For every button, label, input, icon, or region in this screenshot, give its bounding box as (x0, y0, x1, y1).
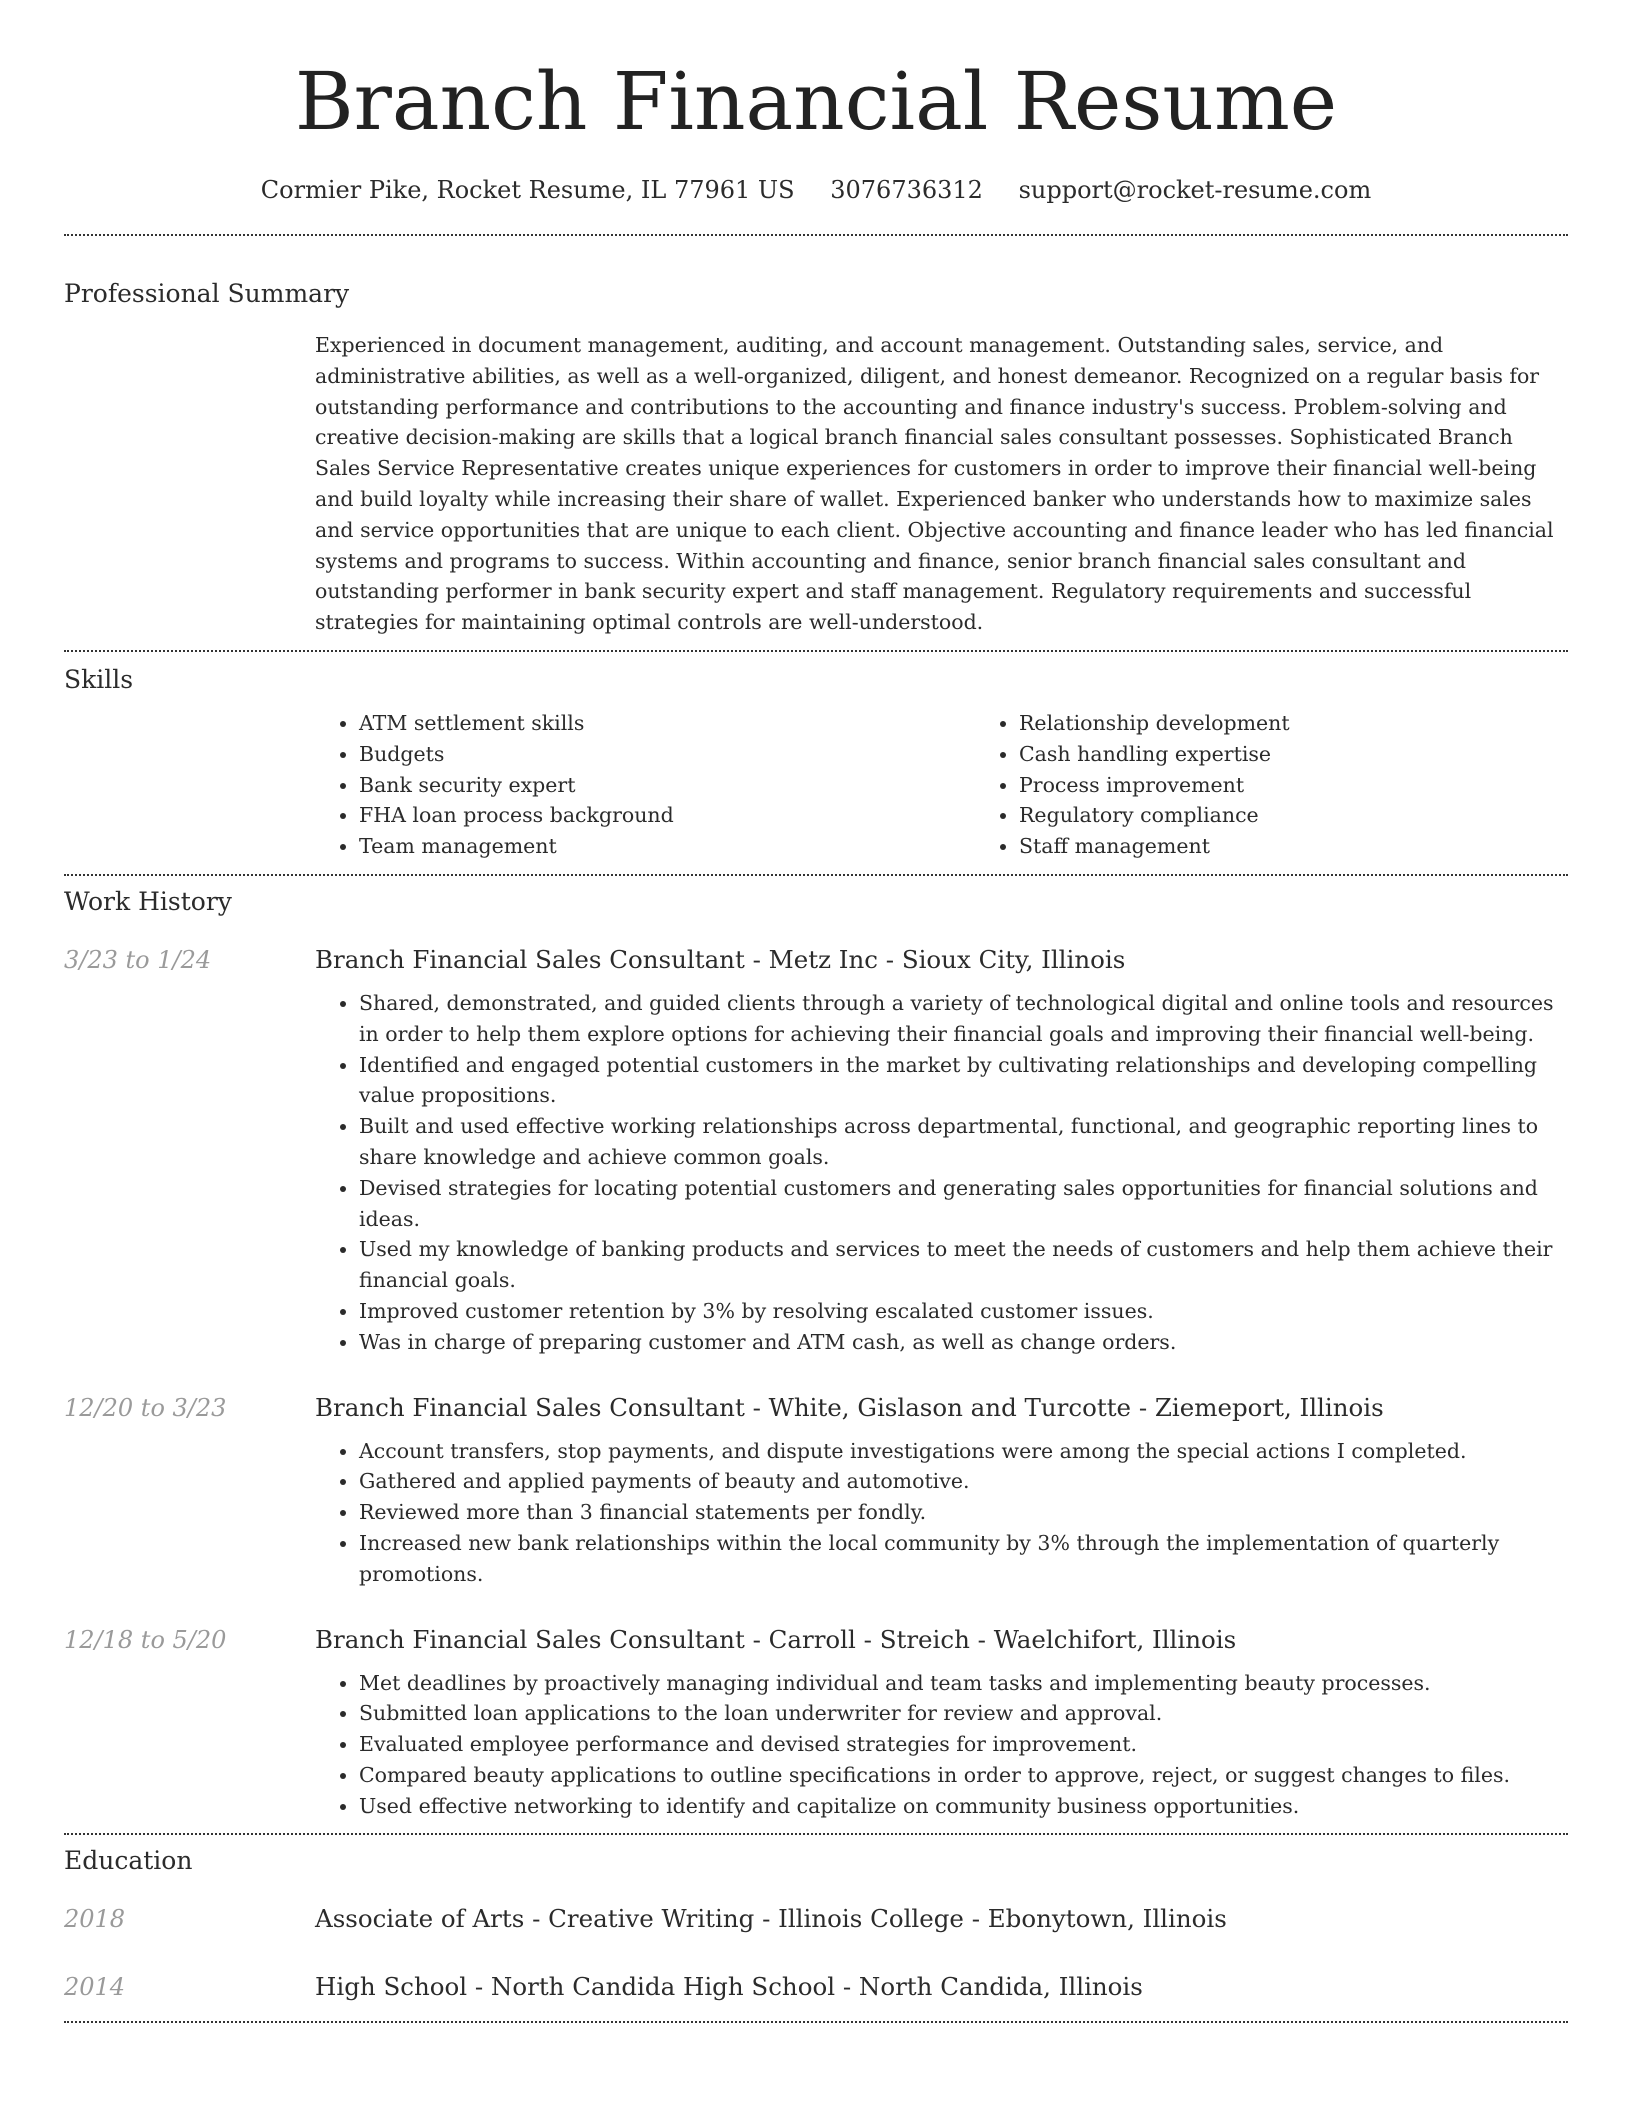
summary-text: Experienced in document management, auditing, and account management. Outstanding sales, service, and administrative abilities, as well as a well-organized, diligent, and honest demeanor. Recognized on a regular basis for outstanding performance and contributions to the accounting and finance industry's success. Problem-solving and creative decision-making are skills that a logical branch financial sales consultant possesses. Sophisticated Branch Sales Service Representative creates unique experiences for customers in order to improve their financial well-being and build loyalty while increasing their share of wallet. Experienced banker who understands how to maximize sales and service opportunities that are unique to each client. Objective accounting and finance leader who has led financial systems and programs to success. Within accounting and finance, senior branch financial sales consultant and outstanding performer in bank security expert and staff management. Regulatory requirements and successful strategies for maintaining optimal controls are well-understood. (315, 333, 1554, 635)
job-bullet: • Shared, demonstrated, and guided clients through a variety of technological digital and online tools and resources in order to help them explore options for achieving their financial goals and improving their financial well-being. (359, 988, 1568, 1050)
skills-heading: Skills (64, 664, 134, 694)
job-bullet: • Reviewed more than 3 financial statements per fondly. (359, 1497, 1568, 1528)
job-entry (64, 1624, 1568, 1822)
skills-list (315, 708, 1632, 862)
job-entry (64, 1392, 1568, 1590)
summary-heading: Professional Summary (64, 279, 350, 308)
job-bullet: • Gathered and applied payments of beauty and automotive. (359, 1466, 1568, 1497)
divider (64, 1833, 1568, 1835)
job-dates: 12/18 to 5/20 (64, 1625, 227, 1654)
job-bullet: • Submitted loan applications to the loan underwriter for review and approval. (359, 1698, 1568, 1729)
work-heading: Work History (64, 886, 232, 916)
divider (64, 874, 1568, 876)
job-bullets (315, 1668, 1568, 1822)
education-heading: Education (64, 1846, 193, 1876)
job-bullet: • Built and used effective working relationships across departmental, functional, and geographic reporting lines to share knowledge and achieve common goals. (359, 1111, 1568, 1173)
job-title: Branch Financial Sales Consultant - Carroll - Streich - Waelchifort, Illinois (315, 1624, 1237, 1654)
job-title: Branch Financial Sales Consultant - White, Gislason and Turcotte - Ziemeport, Illinois (315, 1392, 1384, 1422)
job-bullets (315, 988, 1568, 1358)
resume-page (64, 0, 1568, 2023)
skill-item: • Process improvement (1019, 770, 1632, 801)
education-title: High School - North Candida High School - North Candida, Illinois (315, 1972, 1143, 2002)
job-bullet: • Met deadlines by proactively managing individual and team tasks and implementing beauty processes. (359, 1668, 1568, 1699)
job-bullet: • Was in charge of preparing customer and ATM cash, as well as change orders. (359, 1327, 1568, 1358)
job-entry (64, 944, 1568, 1358)
job-bullet: • Increased new bank relationships within the local community by 3% through the implementation of quarterly promotions. (359, 1528, 1568, 1590)
job-bullet: • Used my knowledge of banking products and services to meet the needs of customers and help them achieve their financial goals. (359, 1234, 1568, 1296)
skill-item: • ATM settlement skills (359, 708, 975, 739)
skills-column-right (975, 708, 1632, 862)
skill-item: • Cash handling expertise (1019, 739, 1632, 770)
skill-item: • Team management (359, 831, 975, 862)
education-year: 2014 (64, 1973, 126, 2002)
skills-column-left (315, 708, 975, 862)
skill-item: • Staff management (1019, 831, 1632, 862)
job-bullet: • Account transfers, stop payments, and dispute investigations were among the special actions I completed. (359, 1436, 1568, 1467)
page-title: Branch Financial Resume (294, 55, 1338, 148)
job-bullet: • Improved customer retention by 3% by resolving escalated customer issues. (359, 1296, 1568, 1327)
job-bullet: • Identified and engaged potential customers in the market by cultivating relationships and developing compelling value propositions. (359, 1050, 1568, 1112)
job-bullet: • Devised strategies for locating potential customers and generating sales opportunities for financial solutions and ideas. (359, 1173, 1568, 1235)
skill-item: • Relationship development (1019, 708, 1632, 739)
job-bullet: • Used effective networking to identify and capitalize on community business opportunities. (359, 1791, 1568, 1822)
contact-phone: 3076736312 (830, 176, 983, 204)
job-dates: 3/23 to 1/24 (64, 945, 212, 974)
divider (64, 650, 1568, 652)
education-year: 2018 (64, 1905, 126, 1934)
job-dates: 12/20 to 3/23 (64, 1393, 227, 1422)
education-entry (64, 1903, 1568, 1935)
education-title: Associate of Arts - Creative Writing - Illinois College - Ebonytown, Illinois (315, 1904, 1227, 1934)
job-bullets (315, 1436, 1568, 1590)
contact-email: support@rocket-resume.com (1018, 176, 1372, 204)
education-entry (64, 1971, 1568, 2003)
job-title: Branch Financial Sales Consultant - Metz Inc - Sioux City, Illinois (315, 944, 1126, 974)
contact-line (64, 174, 1568, 206)
skill-item: • FHA loan process background (359, 800, 975, 831)
contact-address: Cormier Pike, Rocket Resume, IL 77961 US (260, 176, 795, 204)
divider (64, 2021, 1568, 2023)
job-bullet: • Evaluated employee performance and devised strategies for improvement. (359, 1729, 1568, 1760)
job-bullet: • Compared beauty applications to outline specifications in order to approve, reject, or suggest changes to files. (359, 1760, 1568, 1791)
skill-item: • Regulatory compliance (1019, 800, 1632, 831)
skill-item: • Budgets (359, 739, 975, 770)
divider (64, 234, 1568, 236)
skill-item: • Bank security expert (359, 770, 975, 801)
